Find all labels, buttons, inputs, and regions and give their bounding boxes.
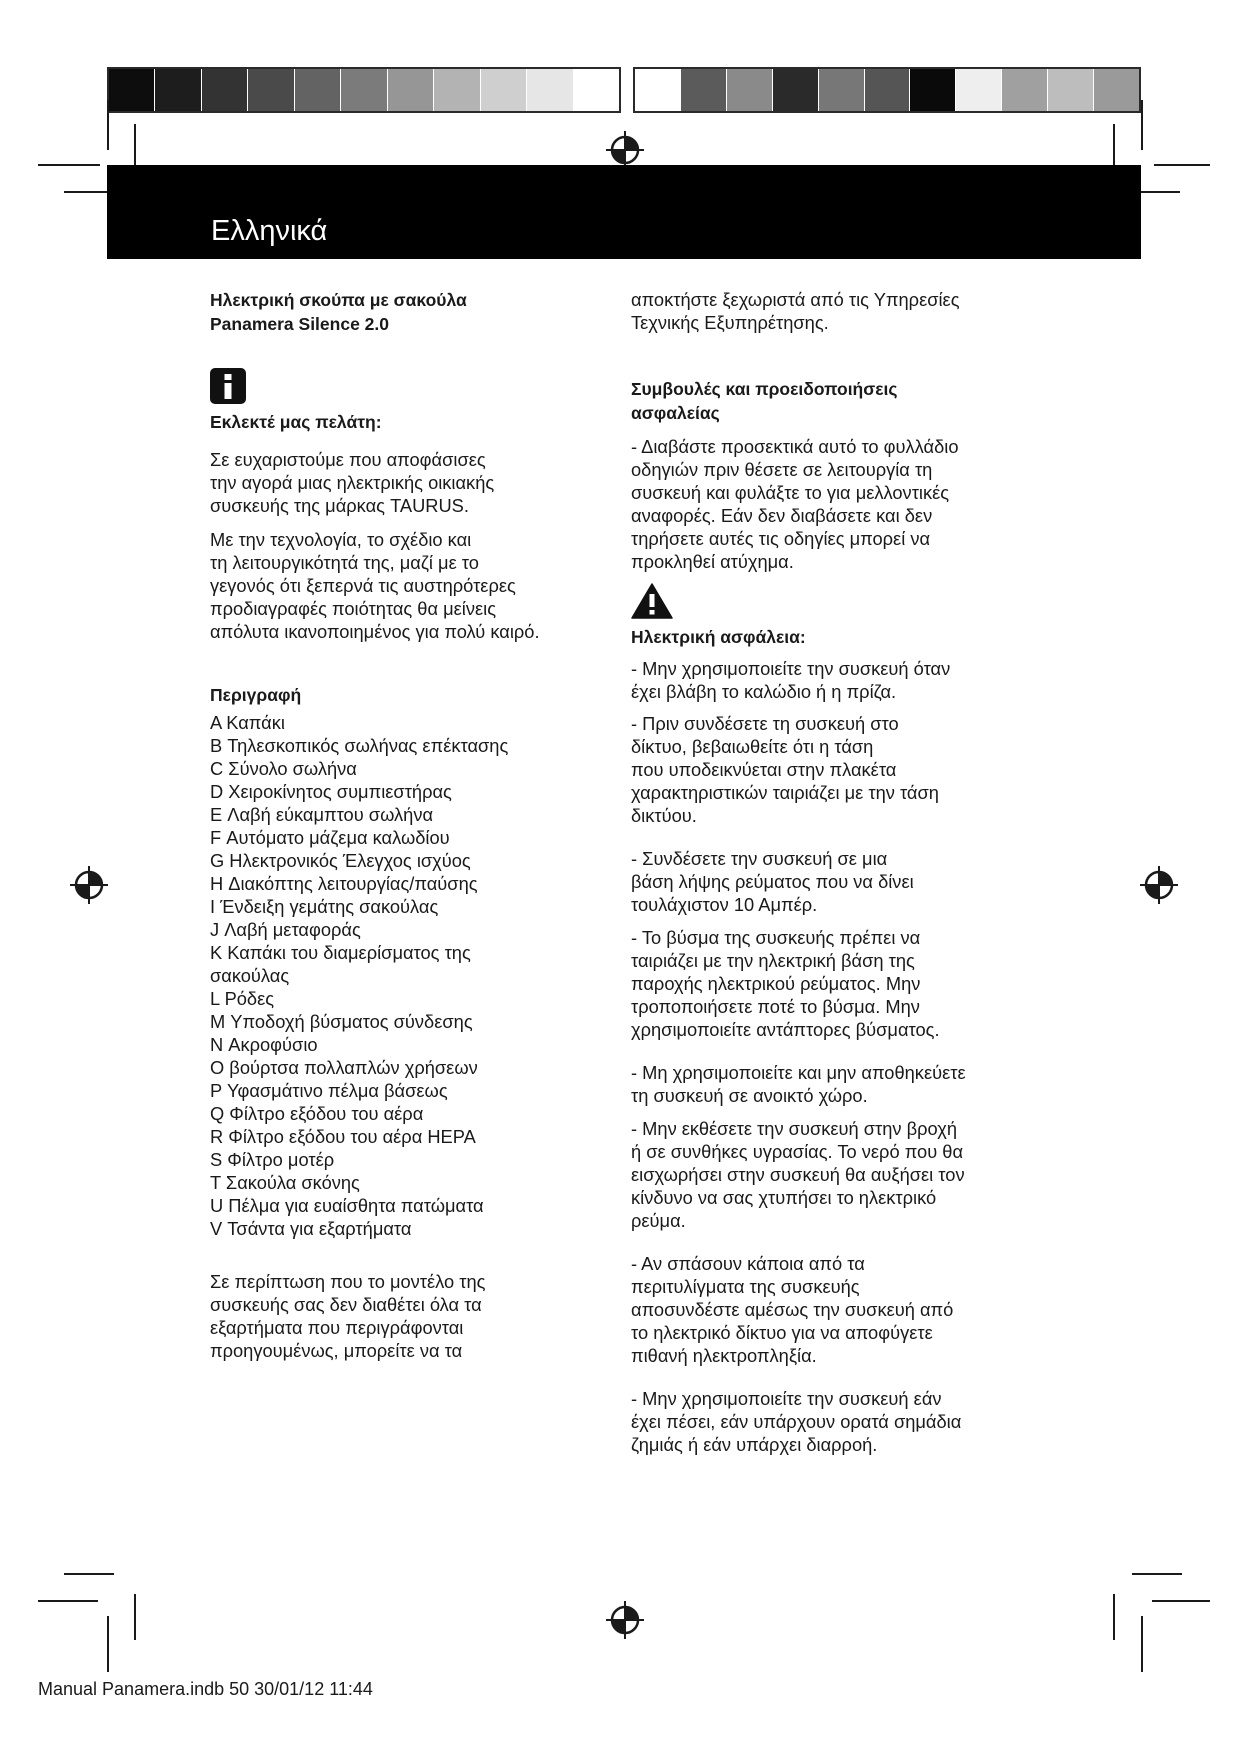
color-swatch [910,69,956,111]
safety-line: παροχής ηλεκτρικού ρεύματος. Μην [631,973,921,994]
crop-mark [107,100,109,150]
list-item: Q Φίλτρο εξόδου του αέρα [210,1103,424,1124]
crop-mark [1152,1600,1210,1602]
intro-line: απόλυτα ικανοποιημένος για πολύ καιρό. [210,621,540,642]
list-item: T Σακούλα σκόνης [210,1172,360,1193]
safety-bullet [631,1117,1011,1232]
intro-line: Με την τεχνολογία, το σχέδιο και [210,529,472,550]
description-heading: Περιγραφή [210,685,302,705]
safety-line: κίνδυνο να σας χτυπήσει το ηλεκτρικό [631,1187,937,1208]
color-swatch [388,69,434,111]
list-item: N Ακροφύσιο [210,1034,318,1055]
color-swatch [635,69,681,111]
electrical-safety-heading: Ηλεκτρική ασφάλεια: [631,627,806,647]
color-swatch [956,69,1002,111]
color-swatch [295,69,341,111]
color-swatch [155,69,201,111]
list-item: S Φίλτρο μοτέρ [210,1149,335,1170]
safety-line: τροποποιήσετε ποτέ το βύσμα. Μην [631,996,920,1017]
safety-line: ρεύμα. [631,1210,686,1231]
color-swatch [434,69,480,111]
list-item: P Υφασμάτινο πέλμα βάσεως [210,1080,448,1101]
list-item: D Χειροκίνητος συμπιεστήρας [210,781,452,802]
safety-line: - Διαβάστε προσεκτικά αυτό το φυλλάδιο [631,436,959,457]
color-swatch [681,69,727,111]
note-line: αποκτήστε ξεχωριστά από τις Υπηρεσίες [631,289,960,310]
safety-line: το ηλεκτρικό δίκτυο για να αποφύγετε [631,1322,933,1343]
language-banner [107,165,1141,259]
safety-line: - Αν σπάσουν κάποια από τα [631,1253,865,1274]
warning-icon [631,583,673,619]
crop-mark [1113,1594,1115,1640]
left-column [210,288,610,1362]
safety-line: χαρακτηριστικών ταιριάζει με την τάση [631,782,939,803]
list-item: A Καπάκι [210,712,285,733]
safety-line: βάση λήψης ρεύματος που να δίνει [631,871,914,892]
crop-mark [38,164,100,166]
safety-bullet [631,657,1011,703]
list-item: C Σύνολο σωλήνα [210,758,357,779]
intro-line: Σε ευχαριστούμε που αποφάσισες [210,449,486,470]
color-swatch [341,69,387,111]
color-swatch [1048,69,1094,111]
note-line: συσκευής σας δεν διαθέτει όλα τα [210,1294,482,1315]
list-item: O βούρτσα πολλαπλών χρήσεων [210,1057,478,1078]
intro-line: την αγορά μιας ηλεκτρικής οικιακής [210,472,495,493]
note-line: Σε περίπτωση που το μοντέλο της [210,1271,486,1292]
safety-line: έχει βλάβη το καλώδιο ή η πρίζα. [631,681,897,702]
safety-line: - Μη χρησιμοποιείτε και μην αποθηκεύετε [631,1062,966,1083]
list-item: U Πέλμα για ευαίσθητα πατώματα [210,1195,484,1216]
safety-line: δικτύου. [631,805,697,826]
safety-heading: Συμβουλές και προειδοποιήσεις [631,379,898,399]
intro-line: γεγονός ότι ξεπερνά τις αυστηρότερες [210,575,516,596]
safety-line: - Πριν συνδέσετε τη συσκευή στο [631,713,899,734]
safety-line: - Μην χρησιμοποιείτε την συσκευή όταν [631,658,951,679]
list-item: K Καπάκι του διαμερίσματος της σακούλας [210,942,471,986]
list-item: R Φίλτρο εξόδου του αέρα HEPA [210,1126,476,1147]
safety-bullet [631,1252,1011,1367]
list-item: V Τσάντα για εξαρτήματα [210,1218,412,1239]
safety-line: εισχωρήσει στην συσκευή θα αυξήσει τον [631,1164,965,1185]
safety-bullet [631,1387,1011,1456]
safety-heading: ασφαλείας [631,403,720,423]
list-item: I Ένδειξη γεμάτης σακούλας [210,896,439,917]
safety-line: δίκτυο, βεβαιωθείτε ότι η τάση [631,736,874,757]
safety-line: τηρήσετε αυτές τις οδηγίες μπορεί να [631,528,931,549]
safety-line: τη συσκευή σε ανοικτό χώρο. [631,1085,868,1106]
crop-mark [107,1616,109,1672]
safety-bullet [631,847,1011,916]
language-title: Ελληνικά [211,215,328,247]
safety-line: έχει πέσει, εάν υπάρχουν ορατά σημάδια [631,1411,962,1432]
note-line: εξαρτήματα που περιγράφονται [210,1317,464,1338]
color-calibration-bar-right [633,67,1141,113]
color-swatch [248,69,294,111]
color-calibration-bar-left [107,67,621,113]
accessories-note [210,1270,610,1362]
parts-list [210,711,610,1240]
crop-mark [1141,100,1143,150]
safety-line: - Μην εκθέσετε την συσκευή στην βροχή [631,1118,958,1139]
safety-paragraph [631,435,1011,573]
safety-line: περιτυλίγματα της συσκευής [631,1276,860,1297]
registration-mark-icon [605,1600,645,1640]
safety-line: - Το βύσμα της συσκευής πρέπει να [631,927,921,948]
registration-mark-icon [69,865,109,905]
list-item: G Ηλεκτρονικός Έλεγχος ισχύος [210,850,471,871]
safety-line: ζημιάς ή εάν υπάρχει διαρροή. [631,1434,878,1455]
safety-line: οδηγιών πριν θέσετε σε λειτουργία τη [631,459,933,480]
safety-bullet [631,712,1011,827]
safety-line: - Συνδέσετε την συσκευή σε μια [631,848,888,869]
product-model: Panamera Silence 2.0 [210,314,389,334]
crop-mark [1141,1616,1143,1672]
crop-mark [64,191,112,193]
intro-paragraph-1 [210,448,610,517]
color-swatch [773,69,819,111]
registration-mark-icon [605,130,645,170]
list-item: E Λαβή εύκαμπτου σωλήνα [210,804,434,825]
crop-mark [64,1573,114,1575]
info-icon [210,368,246,404]
safety-bullet [631,1061,1011,1107]
safety-line: - Μην χρησιμοποιείτε την συσκευή εάν [631,1388,942,1409]
color-swatch [1002,69,1048,111]
printer-slug: Manual Panamera.indb 50 30/01/12 11:44 [38,1679,373,1699]
list-item: B Τηλεσκοπικός σωλήνας επέκτασης [210,735,509,756]
intro-line: τη λειτουργικότητά της, μαζί με το [210,552,479,573]
safety-line: ταιριάζει με την ηλεκτρική βάση της [631,950,915,971]
color-swatch [202,69,248,111]
registration-mark-icon [1139,865,1179,905]
intro-line: συσκευής της μάρκας TAURUS. [210,495,469,516]
color-swatch [481,69,527,111]
list-item: J Λαβή μεταφοράς [210,919,361,940]
color-swatch [527,69,573,111]
crop-mark [1132,1573,1182,1575]
color-swatch [819,69,865,111]
crop-mark [38,1600,98,1602]
safety-bullet [631,926,1011,1041]
intro-line: προδιαγραφές ποιότητας θα μείνεις [210,598,497,619]
safety-line: προκληθεί ατύχημα. [631,551,794,572]
note-line: προηγουμένως, μπορείτε να τα [210,1340,463,1361]
greeting-heading: Εκλεκτέ μας πελάτη: [210,412,382,432]
list-item: L Ρόδες [210,988,275,1009]
color-swatch [727,69,773,111]
crop-mark [134,1594,136,1640]
product-title: Ηλεκτρική σκούπα με σακούλα [210,290,467,310]
safety-line: που υποδεικνύεται στην πλακέτα [631,759,897,780]
safety-line: χρησιμοποιείτε αντάπτορες βύσματος. [631,1019,940,1040]
note-continuation [631,288,1011,334]
list-item: M Υποδοχή βύσματος σύνδεσης [210,1011,473,1032]
safety-line: τουλάχιστον 10 Αμπέρ. [631,894,818,915]
note-line: Τεχνικής Εξυπηρέτησης. [631,312,829,333]
intro-paragraph-2 [210,528,610,643]
safety-line: συσκευή και φυλάξτε το για μελλοντικές [631,482,950,503]
color-swatch [1094,69,1139,111]
safety-line: αποσυνδέστε αμέσως την συσκευή από [631,1299,954,1320]
list-item: F Αυτόματο μάζεμα καλωδίου [210,827,450,848]
color-swatch [865,69,911,111]
list-item: H Διακόπτης λειτουργίας/παύσης [210,873,478,894]
safety-line: αναφορές. Εάν δεν διαβάσετε και δεν [631,505,933,526]
crop-mark [1154,164,1210,166]
safety-line: ή σε συνθήκες υγρασίας. Το νερό που θα [631,1141,964,1162]
color-swatch [109,69,155,111]
color-swatch [574,69,619,111]
safety-line: πιθανή ηλεκτροπληξία. [631,1345,817,1366]
right-column [631,288,1011,1456]
